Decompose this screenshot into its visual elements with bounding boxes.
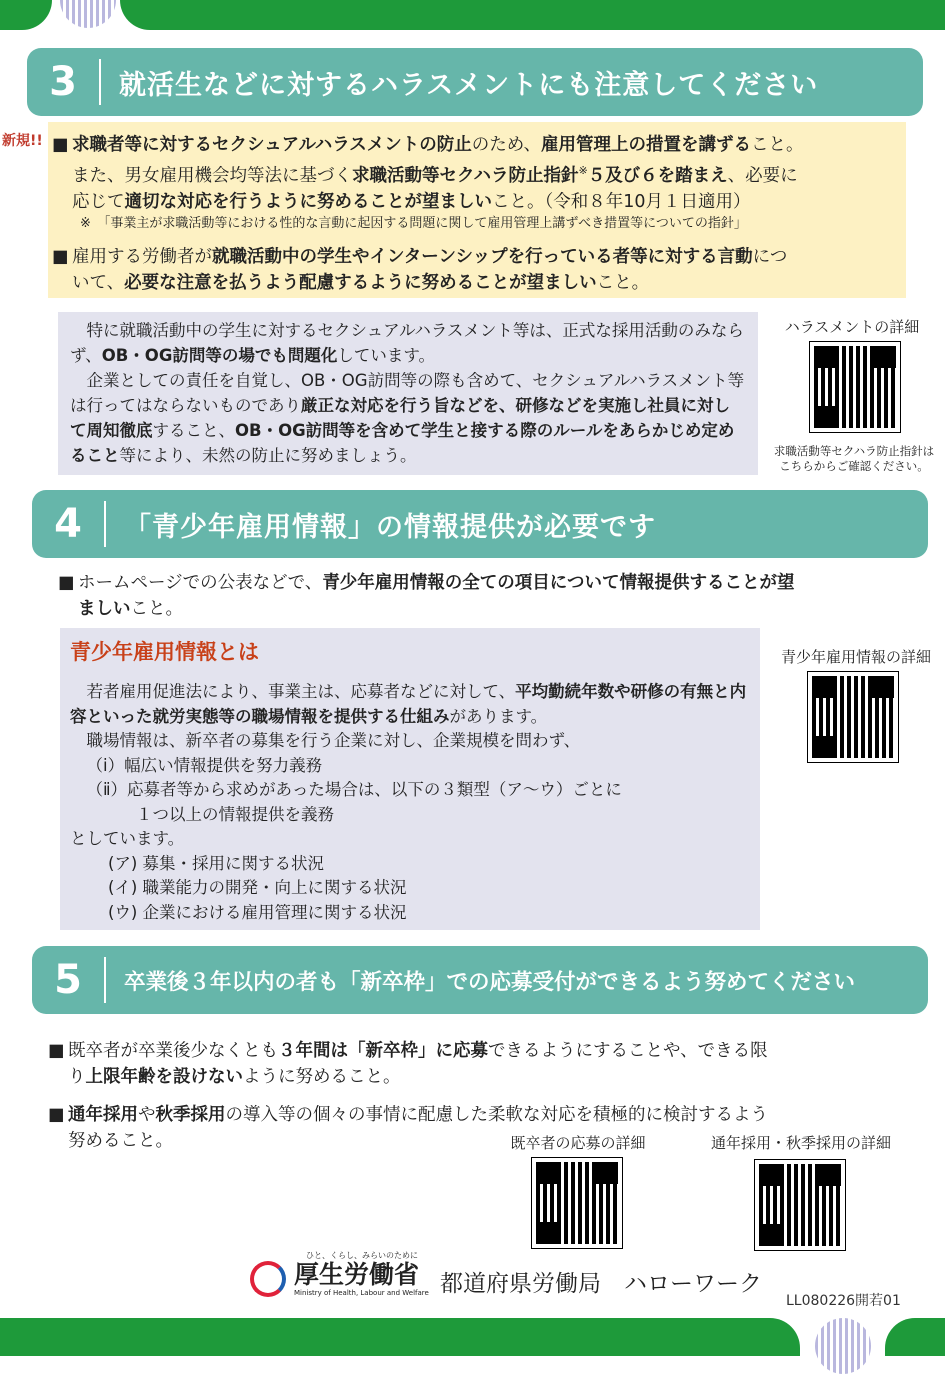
- text: また、男女雇用機会均等法に基づく: [72, 165, 352, 186]
- logo-row: [250, 1261, 429, 1297]
- bottom-green-bar-right: [885, 1318, 945, 1356]
- bullet-item-1: [52, 132, 902, 233]
- qr-note: [765, 444, 943, 474]
- text: 動のみならず、: [70, 321, 744, 365]
- bullet: ■: [58, 573, 75, 593]
- top-green-bar: [120, 0, 945, 30]
- text: ましい: [78, 599, 131, 619]
- text: いて、: [72, 273, 125, 293]
- section-title: 「青少年雇用情報」の情報提供が必要です: [124, 511, 656, 543]
- text: 修の有無と内容といった就労実態等の職場情報を提供する仕組み: [70, 682, 747, 726]
- section-5-bullet-1: [48, 1038, 908, 1090]
- text: 適切な対応を行うように努めることが望ましい: [124, 191, 492, 212]
- text: 特に就職活動中の学生に対するセクシュアルハラスメント等は、正式な採用活: [86, 321, 662, 340]
- top-left-bar: [0, 0, 52, 30]
- text: ように努めること。: [243, 1067, 401, 1087]
- text: 応じて: [72, 191, 125, 212]
- text: 通年採用: [68, 1105, 138, 1125]
- text: としています。: [70, 829, 185, 848]
- list-item: １つ以上の情報提供を義務: [136, 804, 334, 824]
- text: 等により、未然の防止に努めましょう。: [119, 446, 417, 465]
- section-title: 就活生などに対するハラスメントにも注意してください: [119, 69, 819, 101]
- text: 雇用管理上の措置を講ずる: [541, 135, 752, 155]
- bullet: ■: [48, 1105, 65, 1125]
- text: 際のルールをあらかじめ定めること: [70, 421, 735, 465]
- youth-employment-info-box: [60, 628, 760, 930]
- text: のため、: [471, 135, 542, 155]
- text: ３年間は「新卒枠」に応募: [278, 1041, 488, 1061]
- qr-label: 既卒者の応募の詳細: [510, 1134, 646, 1152]
- youth-info-qr-code[interactable]: [808, 672, 898, 762]
- section-number: 4: [54, 501, 82, 547]
- text: 、必要に: [727, 165, 798, 186]
- striped-circle-decoration: [815, 1318, 871, 1374]
- box-title: 青少年雇用情報とは: [70, 640, 259, 664]
- note-mark: ※: [578, 164, 588, 177]
- bullet: ■: [52, 247, 69, 267]
- text: や: [138, 1105, 156, 1125]
- text: 求職者等に対するセクシュアルハラスメントの防止: [72, 135, 472, 155]
- text: こと。: [130, 599, 183, 619]
- qr-label: ハラスメントの詳細: [784, 318, 920, 336]
- text: につ: [752, 247, 788, 267]
- section-3-header: [27, 48, 923, 116]
- text: OB・OG訪問等を含めて学生と接する: [235, 421, 521, 440]
- list-item: (イ) 職業能力の開発・向上に関する状況: [107, 878, 407, 897]
- text: 必要な注意を払うよう配慮するように努めることが望ましい: [124, 273, 597, 293]
- offices-text: 都道府県労働局 ハローワーク: [440, 1271, 762, 1297]
- bullet: ■: [48, 1041, 65, 1061]
- text: の導入等の個々の事情に配慮した柔軟な対応を積極的に検討するよう: [225, 1105, 768, 1125]
- section-3-yellow-box: [48, 122, 906, 298]
- list-item: (ア) 募集・採用に関する状況: [107, 853, 325, 873]
- text: り: [68, 1067, 86, 1087]
- text: OB・OG訪問等の場でも問題化: [101, 346, 338, 365]
- section-4-header: [32, 490, 928, 558]
- ministry-name-en: Ministry of Health, Labour and Welfare: [294, 1289, 429, 1297]
- footnote: ※ 「事業主が求職活動等における性的な言動に起因する問題に関して雇用管理上講ずべき措置等についての指針」: [80, 215, 747, 231]
- section-4-bullet: [58, 570, 908, 622]
- text: 厳正な対応を行う旨などを、研修など: [301, 396, 582, 415]
- text: 既卒者が卒業後少なくとも: [68, 1041, 278, 1061]
- harassment-info-box: [58, 312, 758, 475]
- text: ５及び６を踏まえ: [587, 165, 728, 186]
- text: 求職活動等セクハラ防止指針: [352, 165, 579, 186]
- new-badge: 新規!!: [2, 133, 43, 149]
- divider: [104, 957, 106, 1003]
- graduates-qr-code[interactable]: [532, 1158, 622, 1248]
- harassment-qr-code[interactable]: [810, 342, 900, 432]
- document-code: LL080226開若01: [786, 1293, 901, 1309]
- divider: [104, 501, 106, 547]
- text: こと。: [596, 273, 650, 293]
- text: できるようにすることや、できる限: [488, 1041, 768, 1061]
- text: ホームページでの公表などで、: [78, 573, 323, 593]
- text: すること、: [152, 421, 235, 440]
- tagline: ひと、くらし、みらいのために: [306, 1251, 418, 1260]
- text: 就職活動中の学生やインターンシップを行っている者等に対する言動: [212, 247, 753, 267]
- year-round-hiring-qr-code[interactable]: [755, 1160, 845, 1250]
- text: 若者雇用促進法により、事業主は、応募者などに対して、: [86, 682, 516, 701]
- text: 雇用する労働者が: [72, 247, 212, 267]
- list-item: （ⅰ）幅広い情報提供を努力義務: [86, 755, 323, 775]
- text: 秋季採用: [155, 1105, 226, 1125]
- text: しています。: [337, 346, 436, 365]
- list-item: （ⅱ）応募者等から求めがあった場合は、以下の３類型（ア～ウ）ごとに: [86, 780, 622, 799]
- striped-circle-decoration: [60, 0, 116, 28]
- text: スメント等は行ってはならないものであり: [70, 371, 745, 415]
- section-5-header: [32, 946, 928, 1014]
- text: こちらからご確認ください。: [779, 459, 929, 473]
- text: 職場情報は、新卒者の募集を行う企業に対し、企業規模を問わず、: [86, 731, 581, 750]
- section-number: 3: [49, 59, 77, 105]
- text: 努めること。: [68, 1131, 173, 1151]
- section-title: 卒業後３年以内の者も「新卒枠」での応募受付ができるよう努めてください: [124, 969, 856, 995]
- text: があります。: [449, 706, 548, 726]
- text: 上限年齢を設けない: [85, 1067, 243, 1087]
- text: 企業としての責任を自覚し、OB・OG訪問等の際も含めて、セクシュアルハラ: [86, 371, 662, 390]
- text: こと。（令和８年10月１日適用）: [492, 191, 751, 212]
- divider: [99, 59, 101, 105]
- text: こと。: [751, 135, 804, 155]
- ministry-logo-icon: [250, 1261, 286, 1297]
- ministry-name: 厚生労働省: [294, 1260, 420, 1289]
- qr-label: 青少年雇用情報の詳細: [780, 648, 931, 666]
- text: 平均勤続年数や研: [515, 682, 648, 701]
- text: を実施し社員に対して周知徹底: [70, 396, 730, 440]
- qr-label: 通年採用・秋季採用の詳細: [710, 1134, 891, 1152]
- section-number: 5: [54, 957, 82, 1003]
- bullet: ■: [52, 135, 69, 155]
- bullet-item-2: [52, 244, 902, 296]
- text: 青少年雇用情報の全ての項目について情報提供することが望: [322, 573, 795, 593]
- list-item: (ウ) 企業における雇用管理に関する状況: [107, 902, 407, 922]
- text: 求職活動等セクハラ防止指針は: [773, 444, 935, 458]
- bottom-green-bar: [0, 1318, 800, 1356]
- footer-logo: [250, 1250, 429, 1297]
